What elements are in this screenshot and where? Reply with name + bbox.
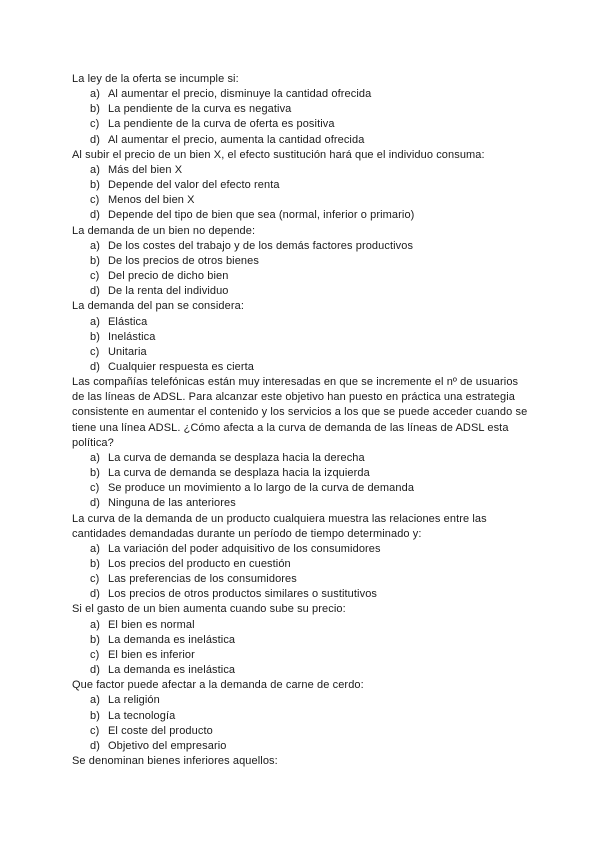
option-text: Del precio de dicho bien — [108, 270, 229, 283]
option-letter: b) — [90, 330, 100, 343]
option-text: Objetivo del empresario — [108, 739, 227, 752]
option-letter: c) — [90, 194, 100, 207]
question-text: Al subir el precio de un bien X, el efecto sustitución hará que el individuo consuma: — [72, 148, 485, 161]
option-item — [72, 724, 528, 739]
option-text: La curva de demanda se desplaza hacia la izquierda — [108, 467, 370, 480]
question-block — [72, 224, 528, 300]
option-text: Cualquier respuesta es cierta — [108, 360, 254, 373]
option-letter: a) — [90, 542, 100, 555]
question-text: La ley de la oferta se incumple si: — [72, 73, 239, 85]
option-text: Depende del valor del efecto renta — [108, 179, 280, 192]
question-block — [72, 754, 528, 769]
option-letter: b) — [90, 103, 100, 116]
option-item — [72, 466, 528, 481]
option-item — [72, 451, 528, 466]
option-letter: a) — [90, 694, 100, 707]
option-text: Al aumentar el precio, disminuye la cantidad ofrecida — [108, 88, 372, 101]
option-item — [72, 496, 528, 511]
option-item — [72, 739, 528, 754]
option-item — [72, 360, 528, 375]
option-item — [72, 648, 528, 663]
option-text: La curva de demanda se desplaza hacia la derecha — [108, 451, 365, 464]
option-letter: c) — [90, 270, 100, 283]
option-letter: d) — [90, 664, 100, 677]
option-text: La pendiente de la curva de oferta es positiva — [108, 118, 335, 131]
option-letter: c) — [90, 118, 100, 131]
option-letter: b) — [90, 558, 100, 570]
option-text: Las preferencias de los consumidores — [108, 573, 297, 586]
option-item — [72, 239, 528, 254]
option-item — [72, 557, 528, 572]
option-item — [72, 481, 528, 496]
option-letter: d) — [90, 497, 100, 510]
option-item — [72, 87, 528, 102]
option-text: Unitaria — [108, 345, 147, 358]
option-text: De los costes del trabajo y de los demás factores productivos — [108, 239, 414, 252]
option-item — [72, 618, 528, 633]
option-letter: c) — [90, 345, 100, 358]
option-letter: a) — [90, 618, 100, 631]
option-letter: d) — [90, 588, 100, 601]
option-item — [72, 345, 528, 360]
option-text: La variación del poder adquisitivo de los consumidores — [108, 542, 381, 555]
option-text: De los precios de otros bienes — [108, 254, 259, 267]
question-text: Que factor puede afectar a la demanda de carne de cerdo: — [72, 679, 364, 692]
option-item — [72, 254, 528, 269]
option-letter: d) — [90, 133, 100, 146]
question-block — [72, 148, 528, 224]
option-text: De la renta del individuo — [108, 285, 229, 298]
option-text: Más del bien X — [108, 163, 183, 176]
question-list — [72, 72, 528, 769]
option-letter: d) — [90, 285, 100, 298]
option-text: La tecnología — [108, 709, 176, 722]
option-item — [72, 163, 528, 178]
option-item — [72, 693, 528, 708]
option-letter: b) — [90, 179, 100, 192]
option-letter: a) — [90, 315, 100, 328]
option-text: Los precios de otros productos similares o sustitutivos — [108, 588, 378, 601]
option-item — [72, 133, 528, 148]
option-letter: c) — [90, 482, 100, 495]
option-list — [72, 163, 528, 224]
option-text: Elástica — [108, 315, 148, 328]
option-text: La demanda es inelástica — [108, 633, 236, 646]
option-item — [72, 284, 528, 299]
question-text: Se denominan bienes inferiores aquellos: — [72, 755, 278, 768]
option-letter: c) — [90, 648, 100, 661]
option-letter: b) — [90, 633, 100, 646]
option-letter: b) — [90, 254, 100, 267]
option-text: Menos del bien X — [108, 194, 195, 207]
question-block — [72, 299, 528, 375]
option-letter: d) — [90, 360, 100, 373]
option-list — [72, 693, 528, 754]
option-letter: b) — [90, 467, 100, 480]
option-text: La demanda es inelástica — [108, 664, 236, 677]
option-item — [72, 633, 528, 648]
option-text: Se produce un movimiento a lo largo de la curva de demanda — [108, 482, 415, 495]
option-list — [72, 618, 528, 679]
option-letter: a) — [90, 163, 100, 176]
option-letter: d) — [90, 739, 100, 752]
option-text: Ninguna de las anteriores — [108, 497, 236, 510]
option-item — [72, 315, 528, 330]
option-list — [72, 542, 528, 603]
option-item — [72, 178, 528, 193]
question-block — [72, 375, 528, 511]
option-text: Los precios del producto en cuestión — [108, 558, 291, 570]
option-item — [72, 587, 528, 602]
option-item — [72, 102, 528, 117]
option-item — [72, 208, 528, 223]
option-item — [72, 709, 528, 724]
question-block — [72, 72, 528, 148]
option-item — [72, 572, 528, 587]
option-letter: b) — [90, 709, 100, 722]
option-list — [72, 451, 528, 512]
option-letter: d) — [90, 209, 100, 222]
option-text: La pendiente de la curva es negativa — [108, 103, 292, 116]
question-text: Si el gasto de un bien aumenta cuando sube su precio: — [72, 603, 346, 616]
option-item — [72, 269, 528, 284]
option-text: Inelástica — [108, 330, 156, 343]
option-letter: a) — [90, 451, 100, 464]
question-text: La demanda de un bien no depende: — [72, 224, 256, 237]
option-text: La religión — [108, 694, 160, 707]
question-block — [72, 602, 528, 678]
option-letter: a) — [90, 88, 100, 101]
option-letter: c) — [90, 573, 100, 586]
option-item — [72, 330, 528, 345]
option-text: El coste del producto — [108, 724, 213, 737]
option-text: Depende del tipo de bien que sea (normal, inferior o primario) — [108, 209, 415, 222]
option-text: El bien es normal — [108, 618, 195, 631]
option-item — [72, 542, 528, 557]
document-page — [72, 72, 528, 769]
option-list — [72, 239, 528, 300]
option-item — [72, 663, 528, 678]
option-list — [72, 315, 528, 376]
option-list — [72, 87, 528, 148]
option-item — [72, 193, 528, 208]
question-text: La demanda del pan se considera: — [72, 300, 244, 313]
question-text: Las compañías telefónicas están muy interesadas en que se incremente el nº de usuarios de las líneas de ADSL. Para alcanzar este objetivo han puesto en práctica una estrategia consistente en aumentar el contenido y los servicios a los que se puede acceder cuando se tiene una línea ADSL. ¿Cómo afecta a la curva de demanda de las líneas de ADSL esta política? — [72, 376, 528, 449]
option-letter: c) — [90, 724, 100, 737]
option-text: Al aumentar el precio, aumenta la cantidad ofrecida — [108, 133, 365, 146]
question-block — [72, 512, 528, 603]
option-letter: a) — [90, 239, 100, 252]
option-text: El bien es inferior — [108, 648, 195, 661]
question-block — [72, 678, 528, 754]
option-item — [72, 117, 528, 132]
question-text: La curva de la demanda de un producto cualquiera muestra las relaciones entre las cantidades demandadas durante un período de tiempo determinado y: — [72, 512, 487, 540]
